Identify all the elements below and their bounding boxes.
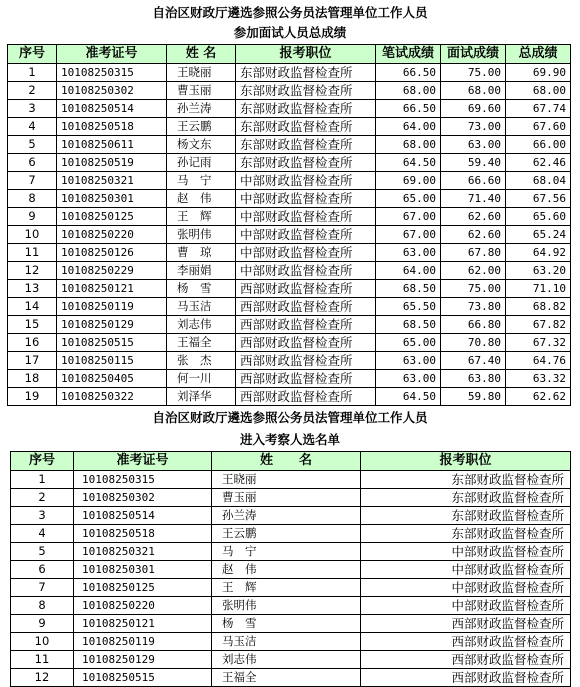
cell-position: 东部财政监督检查所: [236, 154, 376, 172]
cell-position: 东部财政监督检查所: [236, 100, 376, 118]
cell-exam-id: 10108250229: [57, 262, 167, 280]
cell-exam-id: 10108250220: [74, 597, 212, 615]
table-row: [11, 561, 571, 579]
cell-position: 西部财政监督检查所: [236, 298, 376, 316]
cell-position: 东部财政监督检查所: [361, 471, 571, 489]
cell-index: 1: [11, 471, 74, 489]
cell-written-score: 65.00: [376, 190, 441, 208]
cell-written-score: 68.00: [376, 136, 441, 154]
cell-position: 东部财政监督检查所: [236, 64, 376, 82]
cell-written-score: 64.50: [376, 154, 441, 172]
cell-index: 6: [8, 154, 57, 172]
table-row: [11, 579, 571, 597]
cell-index: 6: [11, 561, 74, 579]
cell-exam-id: 10108250119: [57, 298, 167, 316]
cell-total-score: 62.62: [506, 388, 571, 406]
cell-total-score: 62.46: [506, 154, 571, 172]
cell-position: 西部财政监督检查所: [361, 615, 571, 633]
cell-written-score: 68.00: [376, 82, 441, 100]
cell-position: 中部财政监督检查所: [236, 226, 376, 244]
cell-position: 西部财政监督检查所: [361, 669, 571, 687]
cell-interview-score: 59.80: [441, 388, 506, 406]
table-row: [8, 298, 571, 316]
cell-exam-id: 10108250514: [57, 100, 167, 118]
cell-name: 孙记雨: [167, 154, 236, 172]
cell-exam-id: 10108250301: [74, 561, 212, 579]
cell-index: 9: [8, 208, 57, 226]
cell-interview-score: 73.80: [441, 298, 506, 316]
table-row: [8, 280, 571, 298]
cell-name: 刘志伟: [212, 651, 361, 669]
cell-written-score: 63.00: [376, 370, 441, 388]
cell-position: 西部财政监督检查所: [236, 280, 376, 298]
table-row: [8, 64, 571, 82]
cell-written-score: 65.50: [376, 298, 441, 316]
cell-index: 9: [11, 615, 74, 633]
cell-total-score: 65.60: [506, 208, 571, 226]
table-row: [11, 651, 571, 669]
cell-position: 中部财政监督检查所: [361, 543, 571, 561]
cell-interview-score: 73.00: [441, 118, 506, 136]
table2-title-line1: 自治区财政厅遴选参照公务员法管理单位工作人员: [152, 410, 428, 425]
cell-name: 张明伟: [212, 597, 361, 615]
cell-name: 孙兰涛: [167, 100, 236, 118]
cell-position: 西部财政监督检查所: [236, 316, 376, 334]
cell-written-score: 64.00: [376, 118, 441, 136]
cell-interview-score: 75.00: [441, 280, 506, 298]
cell-index: 11: [8, 244, 57, 262]
cell-exam-id: 10108250119: [74, 633, 212, 651]
cell-position: 东部财政监督检查所: [361, 525, 571, 543]
cell-name: 王云鹏: [212, 525, 361, 543]
cell-name: 刘泽华: [167, 388, 236, 406]
cell-index: 16: [8, 334, 57, 352]
cell-exam-id: 10108250518: [57, 118, 167, 136]
cell-name: 赵 伟: [167, 190, 236, 208]
cell-interview-score: 67.40: [441, 352, 506, 370]
cell-total-score: 68.82: [506, 298, 571, 316]
table-row: [11, 525, 571, 543]
cell-interview-score: 63.80: [441, 370, 506, 388]
cell-index: 10: [11, 633, 74, 651]
cell-total-score: 64.92: [506, 244, 571, 262]
cell-name: 王福全: [212, 669, 361, 687]
table-row: [8, 226, 571, 244]
cell-exam-id: 10108250515: [57, 334, 167, 352]
cell-interview-score: 69.60: [441, 100, 506, 118]
cell-interview-score: 66.60: [441, 172, 506, 190]
table1-title-line1: 自治区财政厅遴选参照公务员法管理单位工作人员: [152, 5, 428, 20]
scores-table: [7, 44, 571, 406]
cell-exam-id: 10108250519: [57, 154, 167, 172]
table-row: [8, 316, 571, 334]
cell-index: 5: [8, 136, 57, 154]
cell-index: 8: [8, 190, 57, 208]
cell-exam-id: 10108250129: [57, 316, 167, 334]
table-row: [11, 471, 571, 489]
cell-exam-id: 10108250129: [74, 651, 212, 669]
cell-exam-id: 10108250315: [57, 64, 167, 82]
table-row: [11, 507, 571, 525]
cell-exam-id: 10108250315: [74, 471, 212, 489]
cell-interview-score: 62.60: [441, 226, 506, 244]
cell-exam-id: 10108250518: [74, 525, 212, 543]
cell-exam-id: 10108250302: [57, 82, 167, 100]
cell-total-score: 67.82: [506, 316, 571, 334]
cell-total-score: 63.20: [506, 262, 571, 280]
table-row: [11, 615, 571, 633]
table-row: [11, 669, 571, 687]
table-row: [8, 190, 571, 208]
cell-written-score: 68.50: [376, 280, 441, 298]
cell-position: 西部财政监督检查所: [236, 334, 376, 352]
cell-total-score: 71.10: [506, 280, 571, 298]
cell-exam-id: 10108250301: [57, 190, 167, 208]
cell-written-score: 67.00: [376, 226, 441, 244]
cell-index: 5: [11, 543, 74, 561]
cell-position: 中部财政监督检查所: [361, 579, 571, 597]
table-row: [8, 136, 571, 154]
cell-position: 中部财政监督检查所: [361, 597, 571, 615]
cell-exam-id: 10108250321: [74, 543, 212, 561]
table-row: [8, 82, 571, 100]
cell-position: 西部财政监督检查所: [361, 633, 571, 651]
table-row: [8, 118, 571, 136]
cell-name: 何一川: [167, 370, 236, 388]
cell-written-score: 65.00: [376, 334, 441, 352]
cell-exam-id: 10108250515: [74, 669, 212, 687]
cell-name: 李丽娟: [167, 262, 236, 280]
cell-name: 王晓丽: [212, 471, 361, 489]
cell-position: 中部财政监督检查所: [236, 190, 376, 208]
cell-name: 马玉洁: [167, 298, 236, 316]
cell-exam-id: 10108250514: [74, 507, 212, 525]
cell-position: 中部财政监督检查所: [236, 172, 376, 190]
cell-interview-score: 71.40: [441, 190, 506, 208]
cell-exam-id: 10108250302: [74, 489, 212, 507]
cell-name: 杨 雪: [212, 615, 361, 633]
cell-written-score: 69.00: [376, 172, 441, 190]
cell-index: 7: [8, 172, 57, 190]
cell-position: 西部财政监督检查所: [361, 651, 571, 669]
cell-position: 东部财政监督检查所: [361, 489, 571, 507]
cell-name: 王 辉: [212, 579, 361, 597]
cell-interview-score: 70.80: [441, 334, 506, 352]
column-header-exam-id: 准考证号: [57, 45, 167, 64]
column-header-total-score: 总成绩: [506, 45, 571, 64]
cell-position: 东部财政监督检查所: [361, 507, 571, 525]
column-header-name: 姓 名: [167, 45, 236, 64]
cell-total-score: 64.76: [506, 352, 571, 370]
column-header-written-score: 笔试成绩: [376, 45, 441, 64]
cell-name: 赵 伟: [212, 561, 361, 579]
cell-index: 2: [8, 82, 57, 100]
cell-name: 王福全: [167, 334, 236, 352]
cell-interview-score: 62.00: [441, 262, 506, 280]
cell-name: 曹玉丽: [212, 489, 361, 507]
table-row: [8, 334, 571, 352]
column-header-interview-score: 面试成绩: [441, 45, 506, 64]
cell-interview-score: 62.60: [441, 208, 506, 226]
cell-interview-score: 68.00: [441, 82, 506, 100]
cell-total-score: 67.32: [506, 334, 571, 352]
cell-interview-score: 67.80: [441, 244, 506, 262]
cell-name: 刘志伟: [167, 316, 236, 334]
column-header-name: 姓 名: [212, 452, 361, 471]
cell-index: 10: [8, 226, 57, 244]
cell-index: 17: [8, 352, 57, 370]
column-header-exam-id: 准考证号: [74, 452, 212, 471]
cell-position: 东部财政监督检查所: [236, 82, 376, 100]
cell-position: 中部财政监督检查所: [361, 561, 571, 579]
cell-position: 中部财政监督检查所: [236, 244, 376, 262]
cell-written-score: 68.50: [376, 316, 441, 334]
cell-name: 杨文东: [167, 136, 236, 154]
cell-written-score: 63.00: [376, 244, 441, 262]
table-row: [8, 244, 571, 262]
table1-title-line2: 参加面试人员总成绩: [233, 25, 347, 40]
cell-name: 张明伟: [167, 226, 236, 244]
cell-exam-id: 10108250220: [57, 226, 167, 244]
cell-index: 11: [11, 651, 74, 669]
cell-index: 12: [8, 262, 57, 280]
cell-name: 马玉洁: [212, 633, 361, 651]
cell-name: 曹玉丽: [167, 82, 236, 100]
cell-exam-id: 10108250611: [57, 136, 167, 154]
cell-index: 3: [11, 507, 74, 525]
cell-total-score: 69.90: [506, 64, 571, 82]
cell-index: 12: [11, 669, 74, 687]
table-row: [11, 489, 571, 507]
cell-name: 王 辉: [167, 208, 236, 226]
cell-position: 西部财政监督检查所: [236, 388, 376, 406]
cell-name: 曹 琼: [167, 244, 236, 262]
cell-position: 东部财政监督检查所: [236, 118, 376, 136]
cell-index: 8: [11, 597, 74, 615]
cell-exam-id: 10108250125: [74, 579, 212, 597]
table-header-row: [11, 452, 571, 471]
cell-total-score: 66.00: [506, 136, 571, 154]
cell-exam-id: 10108250126: [57, 244, 167, 262]
cell-interview-score: 59.40: [441, 154, 506, 172]
table-row: [8, 262, 571, 280]
cell-written-score: 66.50: [376, 64, 441, 82]
cell-position: 中部财政监督检查所: [236, 208, 376, 226]
cell-name: 马 宁: [212, 543, 361, 561]
cell-index: 19: [8, 388, 57, 406]
cell-interview-score: 63.00: [441, 136, 506, 154]
cell-index: 4: [11, 525, 74, 543]
cell-total-score: 68.00: [506, 82, 571, 100]
cell-exam-id: 10108250322: [57, 388, 167, 406]
cell-exam-id: 10108250115: [57, 352, 167, 370]
cell-total-score: 67.56: [506, 190, 571, 208]
column-header-index: 序号: [11, 452, 74, 471]
table-row: [8, 208, 571, 226]
cell-exam-id: 10108250125: [57, 208, 167, 226]
cell-position: 西部财政监督检查所: [236, 352, 376, 370]
cell-index: 18: [8, 370, 57, 388]
cell-name: 王晓丽: [167, 64, 236, 82]
table-row: [8, 388, 571, 406]
table-row: [8, 172, 571, 190]
cell-position: 中部财政监督检查所: [236, 262, 376, 280]
cell-interview-score: 75.00: [441, 64, 506, 82]
table-row: [11, 543, 571, 561]
cell-written-score: 64.00: [376, 262, 441, 280]
cell-name: 杨 雪: [167, 280, 236, 298]
cell-name: 张 杰: [167, 352, 236, 370]
cell-index: 1: [8, 64, 57, 82]
cell-index: 3: [8, 100, 57, 118]
cell-index: 7: [11, 579, 74, 597]
table-row: [11, 597, 571, 615]
cell-exam-id: 10108250121: [57, 280, 167, 298]
cell-written-score: 64.50: [376, 388, 441, 406]
cell-exam-id: 10108250321: [57, 172, 167, 190]
cell-total-score: 65.24: [506, 226, 571, 244]
cell-name: 马 宁: [167, 172, 236, 190]
cell-written-score: 66.50: [376, 100, 441, 118]
column-header-position: 报考职位: [361, 452, 571, 471]
cell-written-score: 63.00: [376, 352, 441, 370]
cell-position: 西部财政监督检查所: [236, 370, 376, 388]
table-row: [8, 100, 571, 118]
table-row: [8, 370, 571, 388]
cell-exam-id: 10108250121: [74, 615, 212, 633]
column-header-index: 序号: [8, 45, 57, 64]
table-row: [8, 352, 571, 370]
cell-index: 2: [11, 489, 74, 507]
cell-interview-score: 66.80: [441, 316, 506, 334]
cell-position: 东部财政监督检查所: [236, 136, 376, 154]
cell-written-score: 67.00: [376, 208, 441, 226]
column-header-position: 报考职位: [236, 45, 376, 64]
table-row: [8, 154, 571, 172]
cell-index: 13: [8, 280, 57, 298]
cell-index: 4: [8, 118, 57, 136]
cell-index: 15: [8, 316, 57, 334]
table2-title-line2: 进入考察人选名单: [239, 432, 340, 447]
table-row: [11, 633, 571, 651]
cell-exam-id: 10108250405: [57, 370, 167, 388]
cell-index: 14: [8, 298, 57, 316]
table-header-row: [8, 45, 571, 64]
cell-total-score: 67.74: [506, 100, 571, 118]
cell-total-score: 63.32: [506, 370, 571, 388]
cell-total-score: 68.04: [506, 172, 571, 190]
cell-name: 孙兰涛: [212, 507, 361, 525]
cell-name: 王云鹏: [167, 118, 236, 136]
cell-total-score: 67.60: [506, 118, 571, 136]
candidates-table: [10, 451, 571, 687]
